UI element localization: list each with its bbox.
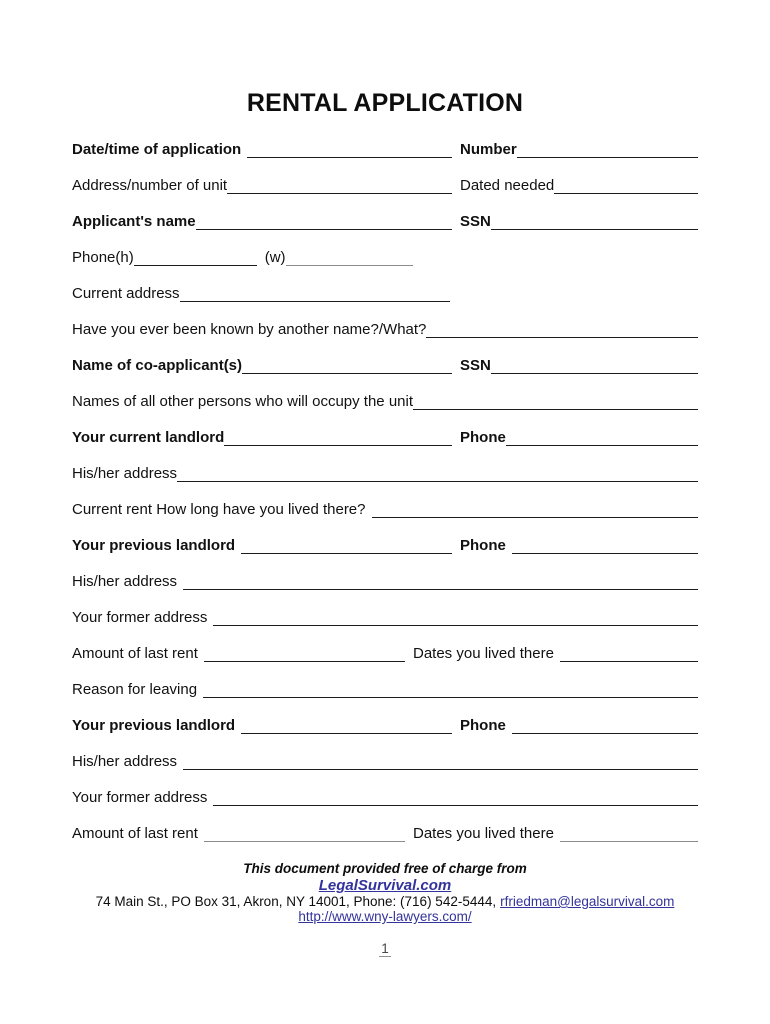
last-rent-1-blank-line [204,649,405,662]
field-current-landlord [72,429,460,446]
field-date-time [72,141,460,158]
previous-landlord-2-phone-blank-line [512,721,698,734]
current-address-blank-line [180,289,450,302]
applicant-name-blank-line [196,217,452,230]
row-former-address-1 [72,590,698,626]
dates-lived-1-label: Dates you lived there [413,645,554,662]
reason-for-leaving-label: Reason for leaving [72,681,198,698]
previous-landlord-1-phone-label: Phone [460,537,506,554]
address-unit-blank-line [227,181,452,194]
row-co-applicant-ssn [72,338,698,374]
row-current-address [72,266,698,302]
current-landlord-blank-line [224,433,452,446]
row-last-rent-dates-1 [72,626,698,662]
field-dates-lived-1 [413,645,698,662]
row-other-occupants [72,374,698,410]
last-rent-2-label: Amount of last rent [72,825,198,842]
applicant-ssn-blank-line [491,217,698,230]
applicant-name-label: Applicant's name [72,213,196,230]
field-previous-landlord-2 [72,717,460,734]
phone-work-label: (w) [264,249,286,266]
row-current-landlord-phone [72,410,698,446]
other-occupants-blank-line [413,397,698,410]
field-last-rent-2 [72,825,413,842]
previous-landlord-1-blank-line [241,541,452,554]
date-time-label: Date/time of application [72,141,242,158]
last-rent-2-blank-line [204,829,405,842]
row-current-rent-duration [72,482,698,518]
wny-lawyers-link[interactable]: http://www.wny-lawyers.com/ [298,909,472,924]
dated-needed-blank-line [554,181,698,194]
page-title: RENTAL APPLICATION [246,89,524,117]
field-applicant-name [72,213,460,230]
field-previous-landlord-1-phone [460,537,698,554]
row-previous-landlord-1-phone [72,518,698,554]
previous-landlord-1-phone-blank-line [512,541,698,554]
previous-landlord-2-label: Your previous landlord [72,717,236,734]
previous-landlord-2-address-label: His/her address [72,753,178,770]
field-address-unit [72,177,460,194]
field-dated-needed [460,177,698,194]
dates-lived-2-blank-line [560,829,698,842]
row-date-time-number [72,122,698,158]
field-last-rent-1 [72,645,413,662]
number-blank-line [517,145,698,158]
co-applicant-ssn-label: SSN [460,357,491,374]
field-number [460,141,698,158]
field-applicant-ssn [460,213,698,230]
row-previous-landlord-2-address [72,734,698,770]
other-occupants-label: Names of all other persons who will occupy the unit [72,393,414,410]
previous-landlord-1-label: Your previous landlord [72,537,236,554]
legalsurvival-link[interactable]: LegalSurvival.com [318,877,452,894]
row-phone-home-work [72,230,698,266]
former-address-1-blank-line [213,613,698,626]
row-previous-landlord-1-address [72,554,698,590]
former-address-2-blank-line [213,793,698,806]
co-applicant-blank-line [242,361,452,374]
dates-lived-1-blank-line [560,649,698,662]
other-name-blank-line [426,325,698,338]
row-reason-for-leaving [72,662,698,698]
phone-work-blank-line [286,253,413,266]
address-contact-line [72,894,698,909]
previous-landlord-1-address-label: His/her address [72,573,178,590]
current-landlord-phone-label: Phone [460,429,506,446]
date-time-blank-line [247,145,452,158]
row-address-unit-date-needed [72,158,698,194]
dates-lived-2-label: Dates you lived there [413,825,554,842]
previous-landlord-1-address-blank-line [183,577,698,590]
row-applicant-name-ssn [72,194,698,230]
page-number-wrap [72,940,698,958]
number-label: Number [460,141,517,158]
phone-home-blank-line [134,253,257,266]
previous-landlord-2-blank-line [241,721,452,734]
provided-free-text: This document provided free of charge from [243,861,527,876]
field-co-applicant-ssn [460,357,698,374]
row-current-landlord-address [72,446,698,482]
current-rent-duration-label: Current rent How long have you lived there? [72,501,366,518]
current-address-label: Current address [72,285,180,302]
current-landlord-address-label: His/her address [72,465,178,482]
page-number: 1 [381,941,389,956]
last-rent-1-label: Amount of last rent [72,645,198,662]
previous-landlord-2-phone-label: Phone [460,717,506,734]
field-co-applicant [72,357,460,374]
reason-for-leaving-blank-line [203,685,698,698]
current-rent-duration-blank-line [372,505,699,518]
site-link-line [72,877,698,894]
rental-application-form [72,122,698,842]
previous-landlord-2-address-blank-line [183,757,698,770]
dated-needed-label: Dated needed [460,177,555,194]
former-address-2-label: Your former address [72,789,208,806]
field-previous-landlord-2-phone [460,717,698,734]
email-link[interactable]: rfriedman@legalsurvival.com [500,894,675,909]
current-landlord-label: Your current landlord [72,429,225,446]
document-footer [72,860,698,958]
row-last-rent-dates-2 [72,806,698,842]
row-other-name [72,302,698,338]
current-landlord-phone-blank-line [506,433,698,446]
address-phone-text: 74 Main St., PO Box 31, Akron, NY 14001, Phone: (716) 542-5444, [95,894,497,909]
phone-home-label: Phone(h) [72,249,134,266]
website-url-line [72,909,698,924]
row-previous-landlord-2-phone [72,698,698,734]
applicant-ssn-label: SSN [460,213,491,230]
field-dates-lived-2 [413,825,698,842]
former-address-1-label: Your former address [72,609,208,626]
co-applicant-ssn-blank-line [491,361,698,374]
field-current-landlord-phone [460,429,698,446]
co-applicant-label: Name of co-applicant(s) [72,357,243,374]
address-unit-label: Address/number of unit [72,177,228,194]
field-previous-landlord-1 [72,537,460,554]
row-former-address-2 [72,770,698,806]
current-landlord-address-blank-line [177,469,698,482]
other-name-label: Have you ever been known by another name?/What? [72,321,427,338]
